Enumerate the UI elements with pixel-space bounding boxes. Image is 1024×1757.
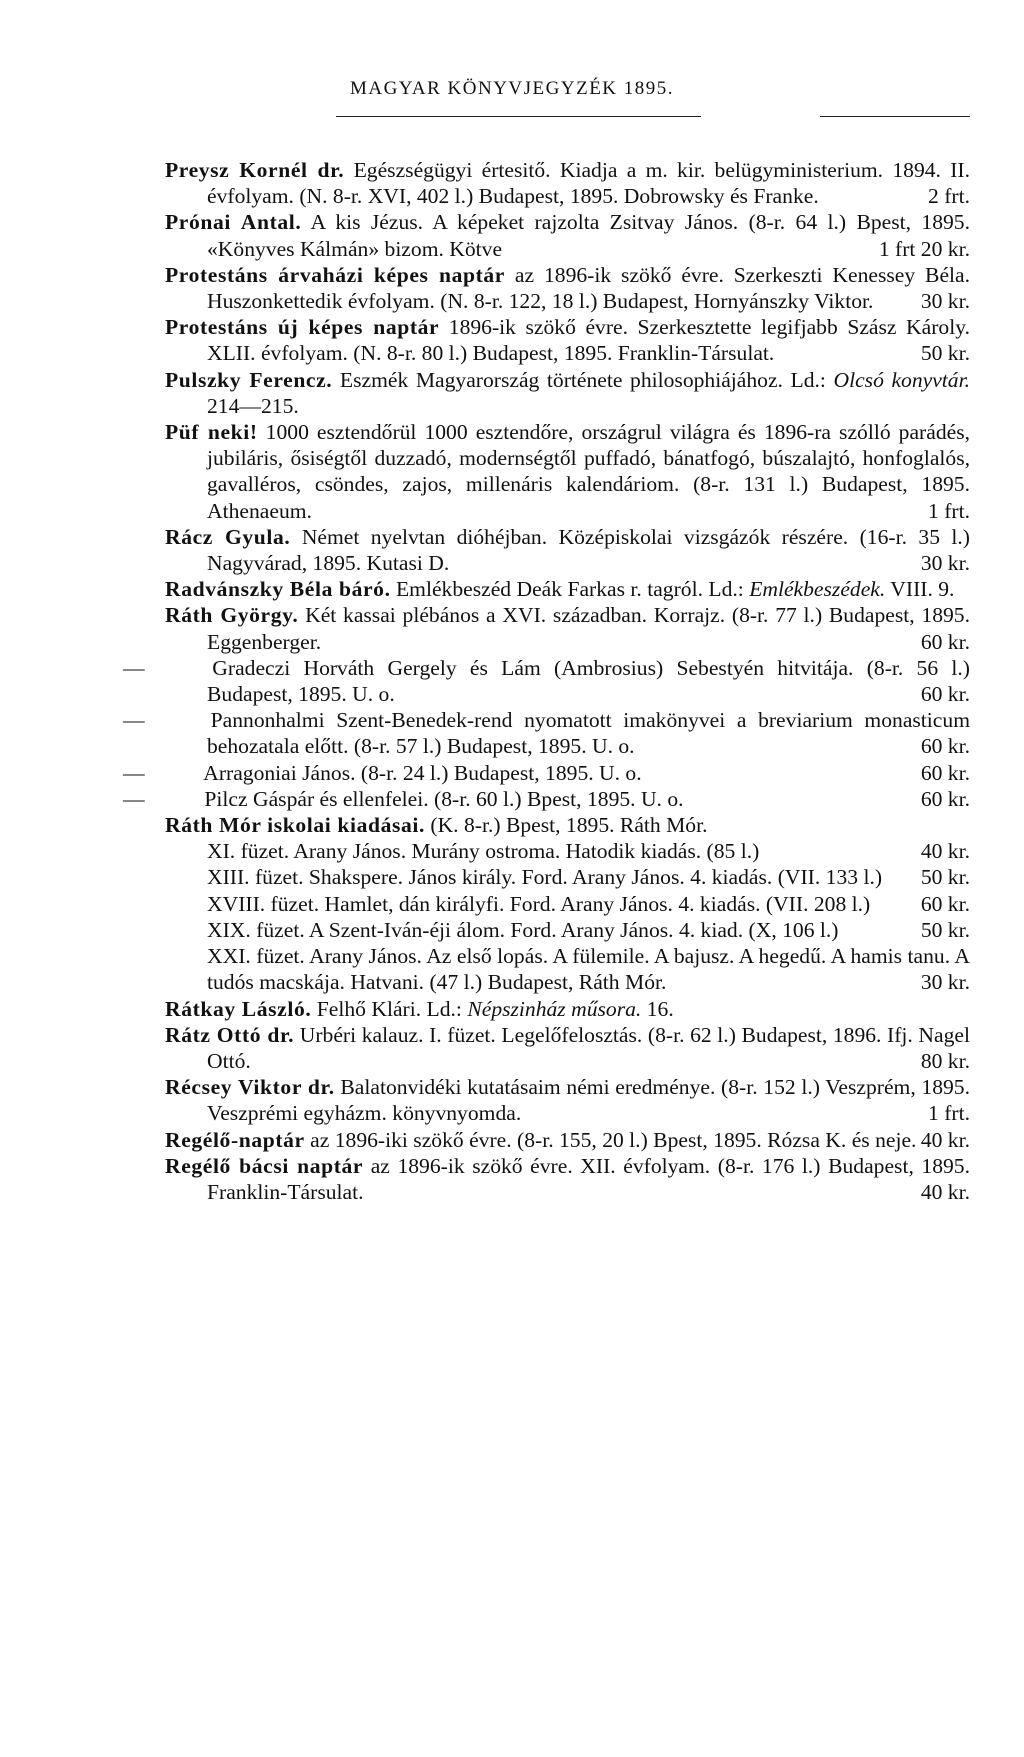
entry-text: Egészségügyi értesitő. Kiadja a m. kir. belügyministerium. 1894. II. évfolyam. (N. 8-r. XVI, 402 l.) Budapest, 1895. Dobrowsky és Franke. [207, 158, 971, 209]
entry-author: Ráth György. [165, 603, 299, 628]
entry-author: Püf neki! [165, 420, 258, 445]
entry-pronai [165, 209, 970, 261]
entry-text: (K. 8-r.) Bpest, 1895. Ráth Mór. [430, 813, 708, 838]
entry-pulszky [165, 367, 970, 419]
entry-price: 50 kr. [920, 865, 970, 890]
entry-text: 1896-ik szökő évre. Szerkesztette legifjabb Szász Károly. XLII. évfolyam. (N. 8-r. 80 l.) Budapest, 1895. Franklin-Társulat. [207, 315, 970, 366]
entry-ratkay [165, 996, 970, 1022]
ditto-dash: — [123, 760, 145, 785]
entry-protestans-uj [165, 314, 970, 366]
entry-reference: Olcsó konyvtár. [833, 367, 971, 392]
subentry-rath-pannonhalmi [123, 707, 970, 759]
entry-text: 1000 esztendőrül 1000 esztendőre, országrul világra és 1896-ra szólló parádés, jubiláris, ősiségtől duzzadó, modernségtől puffadó, bánatfogó, búszalajtó, honfoglalós, gavalléros, csöndes, zajos, millenáris kalendáriom. (8-r. 131 l.) Budapest, 1895. Athenaeum. [207, 420, 970, 523]
entry-price: 30 kr. [920, 551, 970, 576]
entry-author: Preysz Kornél dr. [165, 158, 345, 182]
entry-price: 80 kr. [920, 1048, 970, 1073]
entry-puf-neki [165, 419, 970, 524]
entry-author: Récsey Viktor dr. [165, 1075, 335, 1100]
ditto-dash: — [123, 708, 145, 733]
entry-author: Protestáns árvaházi képes naptár [165, 262, 505, 287]
subentry-rath-mor-xix [165, 917, 970, 943]
entry-text: Felhő Klári. Ld.: [316, 996, 462, 1021]
entry-rath-mor [165, 812, 970, 838]
subentry-rath-mor-xxi [165, 943, 970, 995]
entry-author: Rácz Gyula. [165, 524, 291, 549]
entry-price: 60 kr. [920, 734, 970, 759]
ditto-dash: — [123, 655, 145, 680]
entry-text: XXI. füzet. Arany János. Az első lopás. A fülemile. A bajusz. A hegedű. A hamis tanu. A tudós macskája. Hatvani. (47 l.) Budapest, Ráth Mór. [207, 944, 970, 995]
entry-price: 60 kr. [920, 760, 970, 785]
ditto-dash: — [123, 786, 145, 811]
entry-price: 30 kr. [920, 970, 970, 995]
entry-text: XIII. füzet. Shakspere. János király. Ford. Arany János. 4. kiadás. (VII. 133 l.) [207, 865, 883, 890]
entry-price: 30 kr. [920, 289, 970, 314]
subentry-rath-mor-xi [165, 838, 970, 864]
entry-regelo-naptar [165, 1127, 970, 1153]
header-rule-right [820, 116, 970, 117]
entry-price: 2 frt. [928, 184, 970, 209]
entry-text: Urbéri kalauz. I. füzet. Legelőfelosztás. (8-r. 62 l.) Budapest, 1896. Ifj. Nagel Ottó. [207, 1022, 970, 1073]
entry-regelo-bacsi [165, 1153, 970, 1205]
subentry-rath-mor-xviii [165, 891, 970, 917]
entry-text: A kis Jézus. A képeket rajzolta Zsitvay János. (8-r. 64 l.) Bpest, 1895. «Könyves Kálmán» bizom. Kötve [207, 210, 970, 261]
entry-price: 60 kr. [920, 629, 970, 654]
entry-text: az 1896-ik szökő évre. Szerkeszti Kenessey Béla. Huszonkettedik évfolyam. (N. 8-r. 122, 18 l.) Budapest, Hornyánszky Viktor. [207, 262, 971, 314]
entry-text: Pannonhalmi Szent-Benedek-rend nyomatott imakönyvei a breviarium monasticum behozatala előtt. (8-r. 57 l.) Budapest, 1895. U. o. [207, 708, 970, 759]
entry-protestans-arvahazi [165, 262, 970, 314]
entry-price: 40 kr. [920, 839, 970, 864]
entry-text: Balatonvidéki kutatásaim némi eredménye. (8-r. 152 l.) Veszprém, 1895. Veszprémi egyházm. könyvnyomda. [207, 1075, 970, 1126]
entry-preysz [165, 157, 970, 209]
entry-text: az 1896-ik szökő évre. XII. évfolyam. (8-r. 176 l.) Budapest, 1895. Franklin-Társulat. [207, 1153, 971, 1204]
entry-author: Radvánszky Béla báró. [165, 577, 391, 602]
entry-price: 50 kr. [920, 917, 970, 942]
entry-author: Pulszky Ferencz. [165, 367, 333, 392]
entry-author: Rátkay László. [165, 996, 312, 1021]
entry-price: 40 kr. [920, 1179, 970, 1204]
entry-author: Regélő bácsi naptár [165, 1153, 364, 1178]
entry-price: 60 kr. [920, 682, 970, 707]
entry-reference: Emlékbeszédek. [749, 577, 886, 602]
running-head: MAGYAR KÖNYVJEGYZÉK 1895. [349, 78, 675, 99]
entry-price: 40 kr. [920, 1127, 970, 1152]
entry-price: 60 kr. [920, 786, 970, 811]
subentry-rath-pilcz [123, 786, 970, 812]
entry-text: az 1896-iki szökő évre. (8-r. 155, 20 l.) Bpest, 1895. Rózsa K. és neje. [310, 1127, 917, 1152]
entry-price: 1 frt. [928, 498, 970, 523]
entry-text: XVIII. füzet. Hamlet, dán királyfi. Ford. Arany János. 4. kiadás. (VII. 208 l.) [207, 891, 871, 916]
entry-text: Arragoniai János. (8-r. 24 l.) Budapest, 1895. U. o. [203, 760, 642, 785]
entry-text: Pilcz Gáspár és ellenfelei. (8-r. 60 l.) Bpest, 1895. U. o. [204, 786, 684, 811]
entry-recsey [165, 1074, 970, 1126]
entry-author: Prónai Antal. [165, 210, 302, 235]
entry-price: 60 kr. [920, 891, 970, 916]
entry-text: XIX. füzet. A Szent-Iván-éji álom. Ford. Arany János. 4. kiad. (X, 106 l.) [207, 917, 839, 942]
entry-radvanszky [165, 576, 970, 602]
entry-text-after: 16. [646, 996, 674, 1021]
entry-reference: Népszinház műsora. [467, 996, 642, 1021]
catalog-entries [123, 157, 971, 1205]
subentry-rath-arragoniai [123, 760, 970, 786]
entry-ratz [165, 1022, 970, 1074]
entry-price: 50 kr. [920, 341, 970, 366]
entry-text: Német nyelvtan dióhéjban. Középiskolai vizsgázók részére. (16-r. 35 l.) Nagyvárad, 1895. Kutasi D. [207, 524, 970, 576]
entry-author: Rátz Ottó dr. [165, 1022, 295, 1047]
entry-author: Ráth Mór iskolai kiadásai. [165, 813, 425, 838]
entry-author: Protestáns új képes naptár [165, 315, 440, 340]
entry-price: 1 frt 20 kr. [878, 236, 970, 261]
entry-text-after: 214—215. [207, 393, 299, 418]
subentry-rath-gradeczi [123, 655, 970, 707]
header-rule-left [336, 116, 701, 117]
subentry-rath-mor-xiii [165, 864, 970, 890]
entry-rath-gyorgy [165, 602, 970, 654]
entry-text: Emlékbeszéd Deák Farkas r. tagról. Ld.: [395, 577, 744, 602]
entry-text: Két kassai plébános a XVI. században. Korrajz. (8-r. 77 l.) Budapest, 1895. Eggenberger. [207, 603, 970, 654]
entry-text: Eszmék Magyarország története philosophiájához. Ld.: [339, 367, 826, 392]
entry-text: Gradeczi Horváth Gergely és Lám (Ambrosius) Sebestyén hitvitája. (8-r. 56 l.) Budapest, 1895. U. o. [207, 655, 970, 707]
entry-text-after: VIII. 9. [890, 577, 955, 602]
entry-racz [165, 524, 970, 576]
entry-text: XI. füzet. Arany János. Murány ostroma. Hatodik kiadás. (85 l.) [207, 839, 760, 864]
entry-author: Regélő-naptár [165, 1127, 305, 1152]
entry-price: 1 frt. [928, 1101, 970, 1126]
